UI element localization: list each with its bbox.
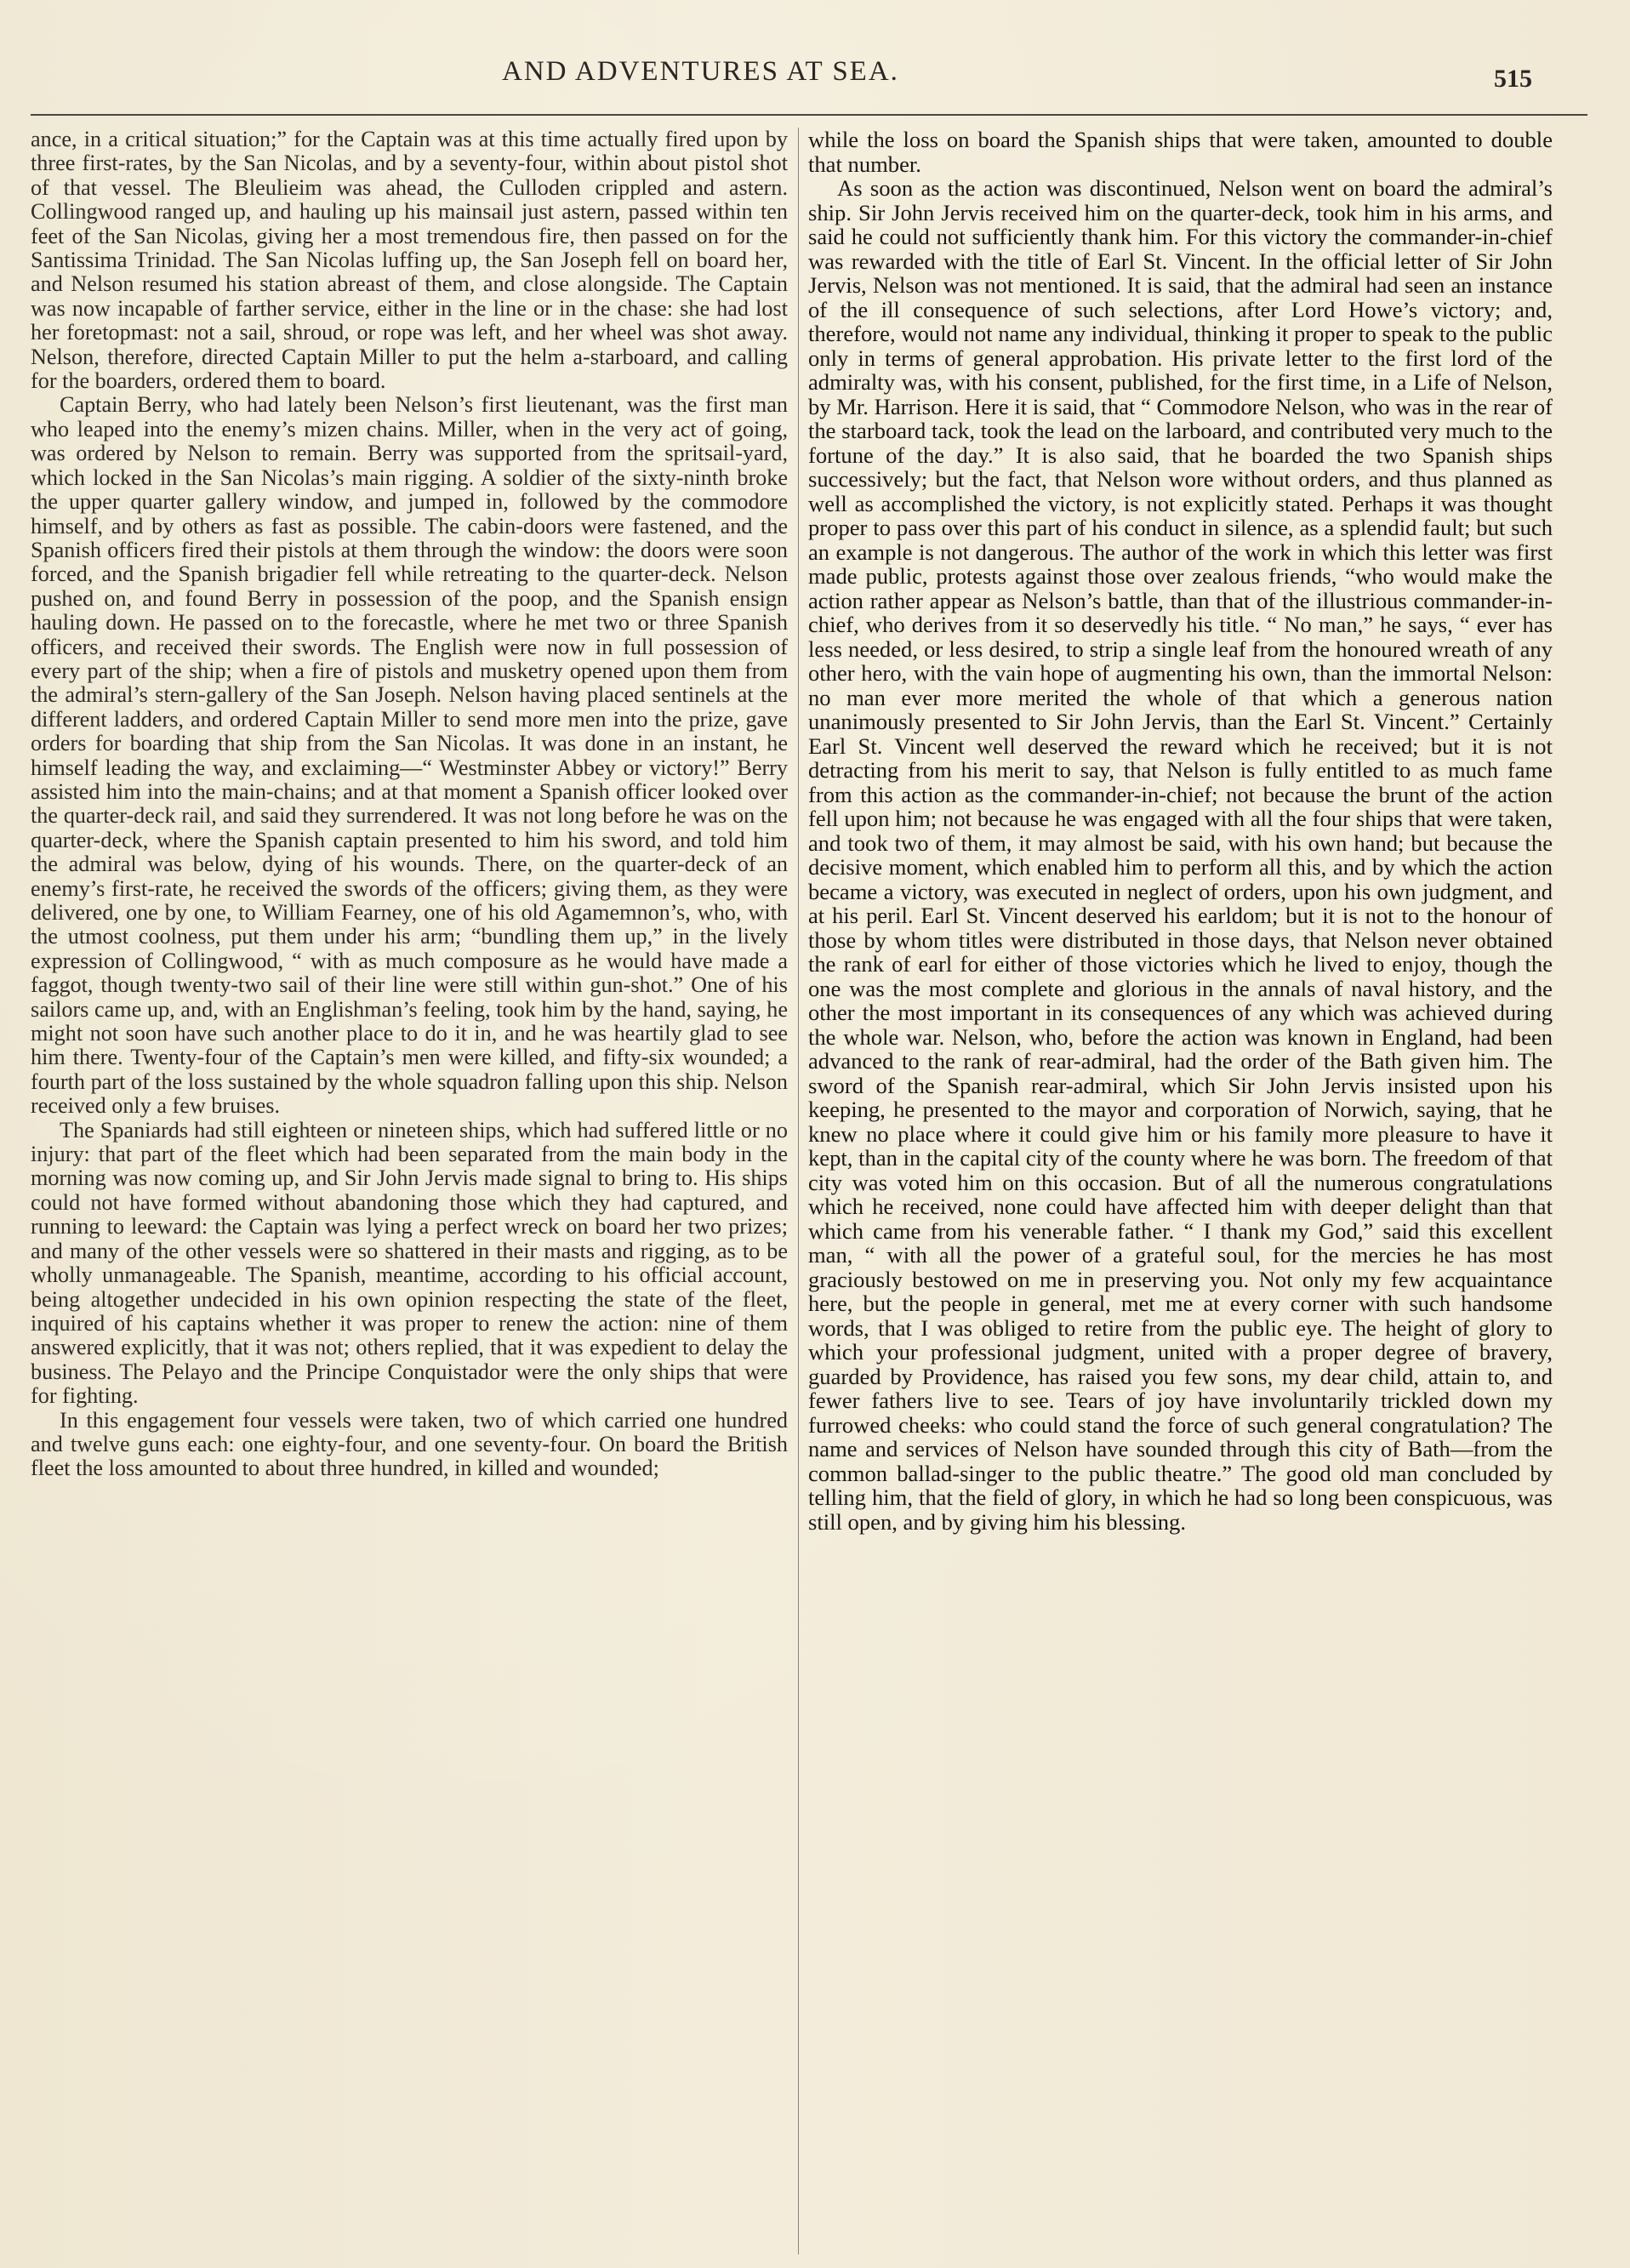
running-head: AND ADVENTURES AT SEA.	[502, 56, 899, 87]
header-rule	[31, 114, 1587, 116]
right-column	[808, 128, 1553, 2254]
page-number: 515	[1494, 65, 1532, 93]
paragraph: As soon as the action was discontinued, Nelson went on board the admiral’s ship. Sir John Jervis received him on the quarter-deck, took him in his arms, and said he could not sufficiently thank him. For this victory the commander-in-chief was rewarded with the title of Earl St. Vincent. In the official letter of Sir John Jervis, Nelson was not mentioned. It is said, that the admiral had seen an instance of the ill consequence of such selections, after Lord Howe’s victory; and, therefore, would not name any individual, thinking it proper to speak to the public only in terms of general approbation. His private letter to the first lord of the admiralty was, with his consent, published, for the first time, in a Life of Nelson, by Mr. Harrison. Here it is said, that “ Commodore Nelson, who was in the rear of the starboard tack, took the lead on the larboard, and contributed very much to the fortune of the day.” It is also said, that he boarded the two Spanish ships successively; but the fact, that Nelson wore without orders, and thus planned as well as accomplished the victory, is not explicitly stated. Perhaps it was thought proper to pass over this part of his conduct in silence, as a splendid fault; but such an example is not dangerous. The author of the work in which this letter was first made public, protests against those over zealous friends, “who would make the action rather appear as Nelson’s battle, than that of the illustrious commander-in-chief, who derives from it so deservedly his title. “ No man,” he says, “ ever has less needed, or less desired, to strip a single leaf from the honoured wreath of any other hero, with the vain hope of augmenting his own, than the immortal Nelson: no man ever more merited the whole of that which a generous nation unanimously presented to Sir John Jervis, than the Earl St. Vincent.” Certainly Earl St. Vincent well deserved the reward which he received; but it is not detracting from his merit to say, that Nelson is fully entitled to as much fame from this action as the commander-in-chief; not because the brunt of the action fell upon him; not because he was engaged with all the four ships that were taken, and took two of them, it may almost be said, with his own hand; but because the decisive moment, which enabled him to perform all this, and by which the action became a victory, was executed in neglect of orders, upon his own judgment, and at his peril. Earl St. Vincent deserved his earldom; but it is not to the honour of those by whom titles were distributed in those days, that Nelson never obtained the rank of earl for either of those victories which he lived to enjoy, though the one was the most complete and glorious in the annals of naval history, and the other the most important in its consequences of any which was achieved during the whole war. Nelson, who, before the action was known in England, had been advanced to the rank of rear-admiral, had the order of the Bath given him. The sword of the Spanish rear-admiral, which Sir John Jervis insisted upon his keeping, he presented to the mayor and corporation of Norwich, saying, that he knew no place where it could give him or his family more pleasure to have it kept, than in the capital city of the county where he was born. The freedom of that city was voted him on this occasion. But of all the numerous congratulations which he received, none could have affected him with deeper delight than that which came from his venerable father. “ I thank my God,” said this excellent man, “ with all the power of a grateful soul, for the mercies he has most graciously bestowed on me in preserving you. Not only my few acquaintance here, but the people in general, met me at every corner with such handsome words, that I was obliged to retire from the public eye. The height of glory to which your professional judgment, united with a proper degree of bravery, guarded by Providence, has raised you few sons, my dear child, attain to, and fewer fathers live to see. Tears of joy have involuntarily trickled down my furrowed cheeks: who could stand the force of such general congratulation? The name and services of Nelson have sounded through this city of Bath—from the common ballad-singer to the public theatre.” The good old man concluded by telling him, that the field of glory, in which he had so long been conspicuous, was still open, and by giving him his blessing.	[808, 175, 1553, 1535]
column-divider	[798, 128, 799, 2254]
paragraph: while the loss on board the Spanish ships that were taken, amounted to double that number.	[808, 128, 1553, 177]
paragraph: Captain Berry, who had lately been Nelson’s first lieutenant, was the first man who leaped into the enemy’s mizen chains. Miller, when in the very act of going, was ordered by Nelson to remain. Berry was supported from the spritsail-yard, which locked in the San Nicolas’s main rigging. A soldier of the sixty-ninth broke the upper quarter gallery window, and jumped in, followed by the commodore himself, and by others as fast as possible. The cabin-doors were fastened, and the Spanish officers fired their pistols at them through the window: the doors were soon forced, and the Spanish brigadier fell while retreating to the quarter-deck. Nelson pushed on, and found Berry in possession of the poop, and the Spanish ensign hauling down. He passed on to the forecastle, where he met two or three Spanish officers, and received their swords. The English were now in full possession of every part of the ship; when a fire of pistols and musketry opened upon them from the admiral’s stern-gallery of the San Joseph. Nelson having placed sentinels at the different ladders, and ordered Captain Miller to send more men into the prize, gave orders for boarding that ship from the San Nicolas. It was done in an instant, he himself leading the way, and exclaiming—“ Westminster Abbey or victory!” Berry assisted him into the main-chains; and at that moment a Spanish officer looked over the quarter-deck rail, and said they surrendered. It was not long before he was on the quarter-deck, where the Spanish captain presented to him his sword, and told him the admiral was below, dying of his wounds. There, on the quarter-deck of an enemy’s first-rate, he received the swords of the officers; giving them, as they were delivered, one by one, to William Fearney, one of his old Agamemnon’s, who, with the utmost coolness, put them under his arm; “bundling them up,” in the lively expression of Collingwood, “ with as much composure as he would have made a faggot, though twenty-two sail of their line were still within gun-shot.” One of his sailors came up, and, with an Englishman’s feeling, took him by the hand, saying, he might not soon have such another place to do it in, and he was heartily glad to see him there. Twenty-four of the Captain’s men were killed, and fifty-six wounded; a fourth part of the loss sustained by the whole squadron falling upon this ship. Nelson received only a few bruises.	[31, 392, 788, 1119]
page-header	[0, 0, 1630, 128]
paragraph: In this engagement four vessels were taken, two of which carried one hundred and twelve guns each: one eighty-four, and one seventy-four. On board the British fleet the loss amounted to about three hundred, in killed and wounded;	[31, 1407, 788, 1481]
paragraph: The Spaniards had still eighteen or nineteen ships, which had suffered little or no injury: that part of the fleet which had been separated from the main body in the morning was now coming up, and Sir John Jervis made signal to bring to. His ships could not have formed without abandoning those which they had captured, and running to leeward: the Captain was lying a perfect wreck on board her two prizes; and many of the other vessels were so shattered in their masts and rigging, as to be wholly unmanageable. The Spanish, meantime, according to his official account, being altogether undecided in his own opinion respecting the state of the fleet, inquired of his captains whether it was proper to renew the action: nine of them answered explicitly, that it was not; others replied, that it was expedient to delay the business. The Pelayo and the Principe Conquistador were the only ships that were for fighting.	[31, 1117, 788, 1409]
paragraph: ance, in a critical situation;” for the Captain was at this time actually fired upon by three first-rates, by the San Nicolas, and by a seventy-four, within about pistol shot of that vessel. The Bleulieim was ahead, the Culloden crippled and astern. Collingwood ranged up, and hauling up his mainsail just astern, passed within ten feet of the San Nicolas, giving her a most tremendous fire, then passed on for the Santissima Trinidad. The San Nicolas luffing up, the San Joseph fell on board her, and Nelson resumed his station abreast of them, and close alongside. The Captain was now incapable of farther service, either in the line or in the chase: she had lost her foretopmast: not a sail, shroud, or rope was left, and her wheel was shot away. Nelson, therefore, directed Captain Miller to put the helm a-starboard, and calling for the boarders, ordered them to board.	[31, 128, 788, 394]
left-column	[31, 128, 788, 2254]
